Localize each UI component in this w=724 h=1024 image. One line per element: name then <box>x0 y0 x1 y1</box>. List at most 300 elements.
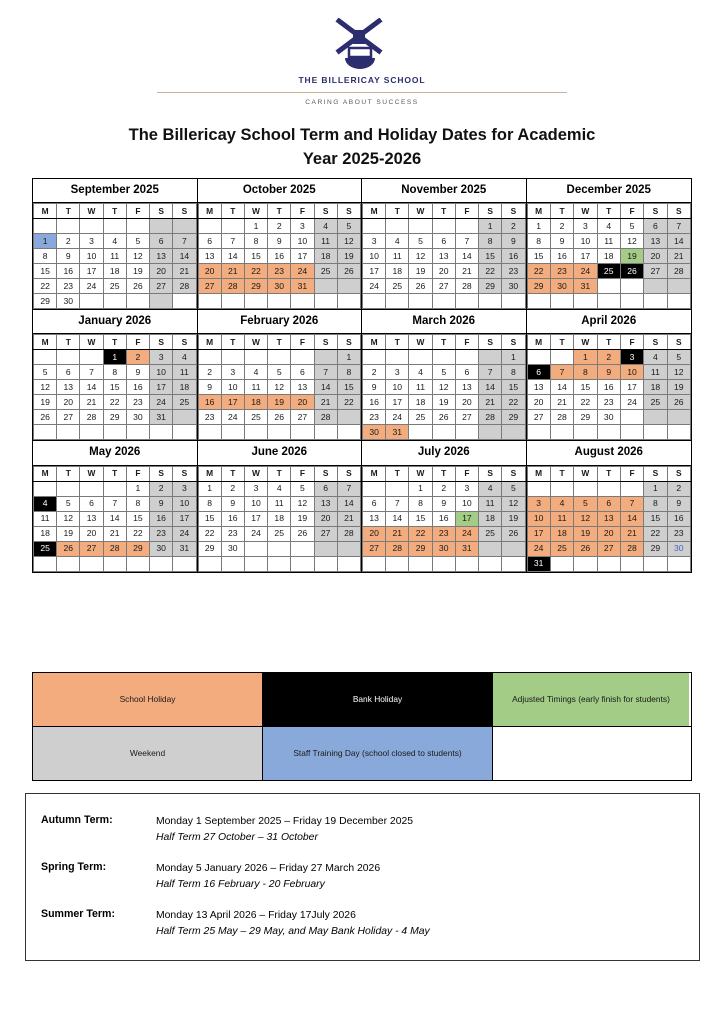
calendar-day-cell[interactable]: 4 <box>644 350 667 365</box>
calendar-day-cell[interactable]: 24 <box>80 279 103 294</box>
calendar-day-cell[interactable]: 6 <box>198 234 221 249</box>
calendar-day-cell[interactable]: 21 <box>667 249 690 264</box>
calendar-day-cell[interactable]: 25 <box>268 526 291 541</box>
calendar-day-cell[interactable]: 22 <box>34 279 57 294</box>
calendar-day-cell[interactable]: 2 <box>198 365 221 380</box>
calendar-day-cell[interactable]: 6 <box>291 365 314 380</box>
calendar-day-cell[interactable]: 3 <box>527 496 550 511</box>
calendar-day-cell[interactable]: 3 <box>574 219 597 234</box>
calendar-day-cell[interactable]: 11 <box>314 234 337 249</box>
calendar-day-cell[interactable]: 13 <box>57 380 80 395</box>
calendar-day-cell[interactable]: 30 <box>550 279 573 294</box>
calendar-day-cell[interactable]: 23 <box>150 526 173 541</box>
calendar-day-cell[interactable]: 28 <box>337 526 360 541</box>
calendar-day-cell[interactable]: 15 <box>574 380 597 395</box>
calendar-day-cell[interactable]: 9 <box>126 365 149 380</box>
calendar-day-cell[interactable]: 3 <box>291 219 314 234</box>
calendar-day-cell[interactable]: 28 <box>221 279 244 294</box>
calendar-day-cell[interactable]: 6 <box>432 234 455 249</box>
calendar-day-cell[interactable]: 4 <box>103 234 126 249</box>
calendar-day-cell[interactable]: 4 <box>268 481 291 496</box>
calendar-day-cell[interactable]: 11 <box>173 365 196 380</box>
calendar-day-cell[interactable]: 20 <box>527 395 550 410</box>
calendar-day-cell[interactable]: 9 <box>221 496 244 511</box>
calendar-day-cell[interactable]: 13 <box>291 380 314 395</box>
calendar-day-cell[interactable]: 27 <box>198 279 221 294</box>
calendar-day-cell[interactable]: 5 <box>432 365 455 380</box>
calendar-day-cell[interactable]: 20 <box>432 264 455 279</box>
calendar-day-cell[interactable]: 30 <box>126 410 149 425</box>
calendar-day-cell[interactable]: 6 <box>80 496 103 511</box>
calendar-day-cell[interactable]: 7 <box>337 481 360 496</box>
calendar-day-cell[interactable]: 6 <box>363 496 386 511</box>
calendar-day-cell[interactable]: 4 <box>244 365 267 380</box>
calendar-day-cell[interactable]: 23 <box>550 264 573 279</box>
calendar-day-cell[interactable]: 7 <box>620 496 643 511</box>
calendar-day-cell[interactable]: 28 <box>314 410 337 425</box>
calendar-day-cell[interactable]: 20 <box>363 526 386 541</box>
calendar-day-cell[interactable]: 1 <box>644 481 667 496</box>
calendar-day-cell[interactable]: 14 <box>386 511 409 526</box>
calendar-day-cell[interactable]: 1 <box>244 219 267 234</box>
calendar-day-cell[interactable]: 11 <box>268 496 291 511</box>
calendar-day-cell[interactable]: 26 <box>34 410 57 425</box>
calendar-day-cell[interactable]: 12 <box>291 496 314 511</box>
calendar-day-cell[interactable]: 14 <box>173 249 196 264</box>
calendar-day-cell[interactable]: 21 <box>550 395 573 410</box>
calendar-day-cell[interactable]: 18 <box>386 264 409 279</box>
calendar-day-cell[interactable]: 21 <box>173 264 196 279</box>
calendar-day-cell[interactable]: 16 <box>126 380 149 395</box>
calendar-day-cell[interactable]: 8 <box>244 234 267 249</box>
calendar-day-cell[interactable]: 16 <box>221 511 244 526</box>
calendar-day-cell[interactable]: 10 <box>291 234 314 249</box>
calendar-day-cell[interactable]: 23 <box>363 410 386 425</box>
calendar-day-cell[interactable]: 19 <box>574 526 597 541</box>
calendar-day-cell[interactable]: 25 <box>173 395 196 410</box>
calendar-day-cell[interactable]: 1 <box>198 481 221 496</box>
calendar-day-cell[interactable]: 5 <box>574 496 597 511</box>
calendar-day-cell[interactable]: 19 <box>268 395 291 410</box>
calendar-day-cell[interactable]: 7 <box>173 234 196 249</box>
calendar-day-cell[interactable]: 5 <box>34 365 57 380</box>
calendar-day-cell[interactable]: 11 <box>479 496 502 511</box>
calendar-day-cell[interactable]: 2 <box>550 219 573 234</box>
calendar-day-cell[interactable]: 26 <box>409 279 432 294</box>
calendar-day-cell[interactable]: 9 <box>198 380 221 395</box>
calendar-day-cell[interactable]: 7 <box>667 219 690 234</box>
calendar-day-cell[interactable]: 26 <box>667 395 690 410</box>
calendar-day-cell[interactable]: 7 <box>80 365 103 380</box>
calendar-day-cell[interactable]: 15 <box>479 249 502 264</box>
calendar-day-cell[interactable]: 29 <box>479 279 502 294</box>
calendar-day-cell[interactable]: 27 <box>150 279 173 294</box>
calendar-day-cell[interactable]: 16 <box>57 264 80 279</box>
calendar-day-cell[interactable]: 26 <box>432 410 455 425</box>
calendar-day-cell[interactable]: 29 <box>527 279 550 294</box>
calendar-day-cell[interactable]: 22 <box>574 395 597 410</box>
calendar-day-cell[interactable]: 6 <box>57 365 80 380</box>
calendar-day-cell[interactable]: 7 <box>221 234 244 249</box>
calendar-day-cell[interactable]: 2 <box>667 481 690 496</box>
calendar-day-cell[interactable]: 31 <box>527 556 550 571</box>
calendar-day-cell[interactable]: 29 <box>644 541 667 556</box>
calendar-day-cell[interactable]: 22 <box>126 526 149 541</box>
calendar-day-cell[interactable]: 14 <box>620 511 643 526</box>
calendar-day-cell[interactable]: 23 <box>502 264 525 279</box>
calendar-day-cell[interactable]: 1 <box>34 234 57 249</box>
calendar-day-cell[interactable]: 18 <box>409 395 432 410</box>
calendar-day-cell[interactable]: 21 <box>620 526 643 541</box>
calendar-day-cell[interactable]: 20 <box>198 264 221 279</box>
calendar-day-cell[interactable]: 6 <box>314 481 337 496</box>
calendar-day-cell[interactable]: 17 <box>291 249 314 264</box>
calendar-day-cell[interactable]: 12 <box>432 380 455 395</box>
calendar-day-cell[interactable]: 7 <box>386 496 409 511</box>
calendar-day-cell[interactable]: 24 <box>455 526 478 541</box>
calendar-day-cell[interactable]: 26 <box>126 279 149 294</box>
calendar-day-cell[interactable]: 28 <box>103 541 126 556</box>
calendar-day-cell[interactable]: 15 <box>126 511 149 526</box>
calendar-day-cell[interactable]: 28 <box>667 264 690 279</box>
calendar-day-cell[interactable]: 28 <box>550 410 573 425</box>
calendar-day-cell[interactable]: 13 <box>644 234 667 249</box>
calendar-day-cell[interactable]: 4 <box>550 496 573 511</box>
calendar-day-cell[interactable]: 24 <box>173 526 196 541</box>
calendar-day-cell[interactable]: 11 <box>550 511 573 526</box>
calendar-day-cell[interactable]: 3 <box>620 350 643 365</box>
calendar-day-cell[interactable]: 9 <box>432 496 455 511</box>
calendar-day-cell[interactable]: 8 <box>34 249 57 264</box>
calendar-day-cell[interactable]: 14 <box>455 249 478 264</box>
calendar-day-cell[interactable]: 7 <box>455 234 478 249</box>
calendar-day-cell[interactable]: 13 <box>314 496 337 511</box>
calendar-day-cell[interactable]: 14 <box>479 380 502 395</box>
calendar-day-cell[interactable]: 12 <box>34 380 57 395</box>
calendar-day-cell[interactable]: 21 <box>386 526 409 541</box>
calendar-day-cell[interactable]: 26 <box>620 264 643 279</box>
calendar-day-cell[interactable]: 13 <box>432 249 455 264</box>
calendar-day-cell[interactable]: 19 <box>126 264 149 279</box>
calendar-day-cell[interactable]: 21 <box>337 511 360 526</box>
calendar-day-cell[interactable]: 31 <box>574 279 597 294</box>
calendar-day-cell[interactable]: 7 <box>314 365 337 380</box>
calendar-day-cell[interactable]: 8 <box>644 496 667 511</box>
calendar-day-cell[interactable]: 19 <box>337 249 360 264</box>
calendar-day-cell[interactable]: 1 <box>409 481 432 496</box>
calendar-day-cell[interactable]: 25 <box>550 541 573 556</box>
calendar-day-cell[interactable]: 8 <box>126 496 149 511</box>
calendar-day-cell[interactable]: 11 <box>644 365 667 380</box>
calendar-day-cell[interactable]: 20 <box>455 395 478 410</box>
calendar-day-cell[interactable]: 2 <box>363 365 386 380</box>
calendar-day-cell[interactable]: 22 <box>527 264 550 279</box>
calendar-day-cell[interactable]: 14 <box>667 234 690 249</box>
calendar-day-cell[interactable]: 22 <box>103 395 126 410</box>
calendar-day-cell[interactable]: 7 <box>550 365 573 380</box>
calendar-day-cell[interactable]: 21 <box>314 395 337 410</box>
calendar-day-cell[interactable]: 13 <box>80 511 103 526</box>
calendar-day-cell[interactable]: 30 <box>597 410 620 425</box>
calendar-day-cell[interactable]: 14 <box>337 496 360 511</box>
calendar-day-cell[interactable]: 16 <box>667 511 690 526</box>
calendar-day-cell[interactable]: 26 <box>291 526 314 541</box>
calendar-day-cell[interactable]: 18 <box>644 380 667 395</box>
calendar-day-cell[interactable]: 17 <box>386 395 409 410</box>
calendar-day-cell[interactable]: 11 <box>386 249 409 264</box>
calendar-day-cell[interactable]: 20 <box>597 526 620 541</box>
calendar-day-cell[interactable]: 10 <box>244 496 267 511</box>
calendar-day-cell[interactable]: 3 <box>80 234 103 249</box>
calendar-day-cell[interactable]: 4 <box>173 350 196 365</box>
calendar-day-cell[interactable]: 29 <box>198 541 221 556</box>
calendar-day-cell[interactable]: 12 <box>502 496 525 511</box>
calendar-day-cell[interactable]: 16 <box>502 249 525 264</box>
calendar-day-cell[interactable]: 24 <box>574 264 597 279</box>
calendar-day-cell[interactable]: 25 <box>597 264 620 279</box>
calendar-day-cell[interactable]: 18 <box>34 526 57 541</box>
calendar-day-cell[interactable]: 12 <box>574 511 597 526</box>
calendar-day-cell[interactable]: 11 <box>597 234 620 249</box>
calendar-day-cell[interactable]: 30 <box>150 541 173 556</box>
calendar-day-cell[interactable]: 2 <box>221 481 244 496</box>
calendar-day-cell[interactable]: 24 <box>386 410 409 425</box>
calendar-day-cell[interactable]: 31 <box>455 541 478 556</box>
calendar-day-cell[interactable]: 8 <box>502 365 525 380</box>
calendar-day-cell[interactable]: 23 <box>667 526 690 541</box>
calendar-day-cell[interactable]: 20 <box>80 526 103 541</box>
calendar-day-cell[interactable]: 24 <box>363 279 386 294</box>
calendar-day-cell[interactable]: 16 <box>268 249 291 264</box>
calendar-day-cell[interactable]: 10 <box>150 365 173 380</box>
calendar-day-cell[interactable]: 20 <box>291 395 314 410</box>
calendar-day-cell[interactable]: 15 <box>103 380 126 395</box>
calendar-day-cell[interactable]: 3 <box>244 481 267 496</box>
calendar-day-cell[interactable]: 29 <box>244 279 267 294</box>
calendar-day-cell[interactable]: 18 <box>268 511 291 526</box>
calendar-day-cell[interactable]: 12 <box>57 511 80 526</box>
calendar-day-cell[interactable]: 26 <box>57 541 80 556</box>
calendar-day-cell[interactable]: 12 <box>409 249 432 264</box>
calendar-day-cell[interactable]: 24 <box>244 526 267 541</box>
calendar-day-cell[interactable]: 24 <box>221 410 244 425</box>
calendar-day-cell[interactable]: 25 <box>479 526 502 541</box>
calendar-day-cell[interactable]: 24 <box>527 541 550 556</box>
calendar-day-cell[interactable]: 18 <box>314 249 337 264</box>
calendar-day-cell[interactable]: 27 <box>527 410 550 425</box>
calendar-day-cell[interactable]: 26 <box>502 526 525 541</box>
calendar-day-cell[interactable]: 1 <box>527 219 550 234</box>
calendar-day-cell[interactable]: 6 <box>527 365 550 380</box>
calendar-day-cell[interactable]: 13 <box>597 511 620 526</box>
calendar-day-cell[interactable]: 17 <box>363 264 386 279</box>
calendar-day-cell[interactable]: 13 <box>455 380 478 395</box>
calendar-day-cell[interactable]: 5 <box>502 481 525 496</box>
calendar-day-cell[interactable]: 30 <box>221 541 244 556</box>
calendar-day-cell[interactable]: 15 <box>409 511 432 526</box>
calendar-day-cell[interactable]: 16 <box>597 380 620 395</box>
calendar-day-cell[interactable]: 17 <box>150 380 173 395</box>
calendar-day-cell[interactable]: 13 <box>150 249 173 264</box>
calendar-day-cell[interactable]: 27 <box>291 410 314 425</box>
calendar-day-cell[interactable]: 12 <box>268 380 291 395</box>
calendar-day-cell[interactable]: 2 <box>57 234 80 249</box>
calendar-day-cell[interactable]: 26 <box>574 541 597 556</box>
calendar-day-cell[interactable]: 10 <box>80 249 103 264</box>
calendar-day-cell[interactable]: 4 <box>409 365 432 380</box>
calendar-day-cell[interactable]: 27 <box>363 541 386 556</box>
calendar-day-cell[interactable]: 29 <box>409 541 432 556</box>
calendar-day-cell[interactable]: 7 <box>103 496 126 511</box>
calendar-day-cell[interactable]: 28 <box>80 410 103 425</box>
calendar-day-cell[interactable]: 17 <box>221 395 244 410</box>
calendar-day-cell[interactable]: 27 <box>57 410 80 425</box>
calendar-day-cell[interactable]: 12 <box>620 234 643 249</box>
calendar-day-cell[interactable]: 1 <box>479 219 502 234</box>
calendar-day-cell[interactable]: 4 <box>597 219 620 234</box>
calendar-day-cell[interactable]: 10 <box>363 249 386 264</box>
calendar-day-cell[interactable]: 11 <box>409 380 432 395</box>
calendar-day-cell[interactable]: 17 <box>455 511 478 526</box>
calendar-day-cell[interactable]: 27 <box>644 264 667 279</box>
calendar-day-cell[interactable]: 19 <box>409 264 432 279</box>
calendar-day-cell[interactable]: 2 <box>150 481 173 496</box>
calendar-day-cell[interactable]: 22 <box>198 526 221 541</box>
calendar-day-cell[interactable]: 13 <box>363 511 386 526</box>
calendar-day-cell[interactable]: 28 <box>173 279 196 294</box>
calendar-day-cell[interactable]: 15 <box>644 511 667 526</box>
calendar-day-cell[interactable]: 9 <box>667 496 690 511</box>
calendar-day-cell[interactable]: 18 <box>244 395 267 410</box>
calendar-day-cell[interactable]: 21 <box>479 395 502 410</box>
calendar-day-cell[interactable]: 10 <box>620 365 643 380</box>
calendar-day-cell[interactable]: 15 <box>198 511 221 526</box>
calendar-day-cell[interactable]: 31 <box>291 279 314 294</box>
calendar-day-cell[interactable]: 6 <box>597 496 620 511</box>
calendar-day-cell[interactable]: 30 <box>57 294 80 309</box>
calendar-day-cell[interactable]: 30 <box>363 425 386 440</box>
calendar-day-cell[interactable]: 9 <box>363 380 386 395</box>
calendar-day-cell[interactable]: 24 <box>620 395 643 410</box>
calendar-day-cell[interactable]: 5 <box>337 219 360 234</box>
calendar-day-cell[interactable]: 9 <box>57 249 80 264</box>
calendar-day-cell[interactable]: 17 <box>620 380 643 395</box>
calendar-day-cell[interactable]: 10 <box>221 380 244 395</box>
calendar-day-cell[interactable]: 4 <box>314 219 337 234</box>
calendar-day-cell[interactable]: 9 <box>150 496 173 511</box>
calendar-day-cell[interactable]: 15 <box>244 249 267 264</box>
calendar-day-cell[interactable]: 24 <box>150 395 173 410</box>
calendar-day-cell[interactable]: 9 <box>502 234 525 249</box>
calendar-day-cell[interactable]: 14 <box>103 511 126 526</box>
calendar-day-cell[interactable]: 22 <box>479 264 502 279</box>
calendar-day-cell[interactable]: 11 <box>244 380 267 395</box>
calendar-day-cell[interactable]: 5 <box>667 350 690 365</box>
calendar-day-cell[interactable]: 21 <box>221 264 244 279</box>
calendar-day-cell[interactable]: 17 <box>574 249 597 264</box>
calendar-day-cell[interactable]: 2 <box>597 350 620 365</box>
calendar-day-cell[interactable]: 29 <box>574 410 597 425</box>
calendar-day-cell[interactable]: 22 <box>502 395 525 410</box>
calendar-day-cell[interactable]: 8 <box>103 365 126 380</box>
calendar-day-cell[interactable]: 25 <box>103 279 126 294</box>
calendar-day-cell[interactable]: 27 <box>80 541 103 556</box>
calendar-day-cell[interactable]: 29 <box>502 410 525 425</box>
calendar-day-cell[interactable]: 17 <box>173 511 196 526</box>
calendar-day-cell[interactable]: 10 <box>386 380 409 395</box>
calendar-day-cell[interactable]: 10 <box>455 496 478 511</box>
calendar-day-cell[interactable]: 4 <box>386 234 409 249</box>
calendar-day-cell[interactable]: 17 <box>80 264 103 279</box>
calendar-day-cell[interactable]: 16 <box>150 511 173 526</box>
calendar-day-cell[interactable]: 3 <box>221 365 244 380</box>
calendar-day-cell[interactable]: 1 <box>337 350 360 365</box>
calendar-day-cell[interactable]: 23 <box>198 410 221 425</box>
calendar-day-cell[interactable]: 6 <box>644 219 667 234</box>
calendar-day-cell[interactable]: 3 <box>173 481 196 496</box>
calendar-day-cell[interactable]: 19 <box>57 526 80 541</box>
calendar-day-cell[interactable]: 19 <box>620 249 643 264</box>
calendar-day-cell[interactable]: 22 <box>644 526 667 541</box>
calendar-day-cell[interactable]: 28 <box>620 541 643 556</box>
calendar-day-cell[interactable]: 14 <box>80 380 103 395</box>
calendar-day-cell[interactable]: 14 <box>550 380 573 395</box>
calendar-day-cell[interactable]: 15 <box>527 249 550 264</box>
calendar-day-cell[interactable]: 25 <box>644 395 667 410</box>
calendar-day-cell[interactable]: 31 <box>150 410 173 425</box>
calendar-day-cell[interactable]: 15 <box>502 380 525 395</box>
calendar-day-cell[interactable]: 23 <box>126 395 149 410</box>
calendar-day-cell[interactable]: 1 <box>103 350 126 365</box>
calendar-day-cell[interactable]: 22 <box>244 264 267 279</box>
calendar-day-cell[interactable]: 2 <box>502 219 525 234</box>
calendar-day-cell[interactable]: 23 <box>268 264 291 279</box>
calendar-day-cell[interactable]: 18 <box>550 526 573 541</box>
calendar-day-cell[interactable]: 25 <box>244 410 267 425</box>
calendar-day-cell[interactable]: 20 <box>644 249 667 264</box>
calendar-day-cell[interactable]: 12 <box>337 234 360 249</box>
calendar-day-cell[interactable]: 25 <box>386 279 409 294</box>
calendar-day-cell[interactable]: 15 <box>34 264 57 279</box>
calendar-day-cell[interactable]: 28 <box>386 541 409 556</box>
calendar-day-cell[interactable]: 1 <box>574 350 597 365</box>
calendar-day-cell[interactable]: 27 <box>314 526 337 541</box>
calendar-day-cell[interactable]: 5 <box>620 219 643 234</box>
calendar-day-cell[interactable]: 26 <box>337 264 360 279</box>
calendar-day-cell[interactable]: 16 <box>363 395 386 410</box>
calendar-day-cell[interactable]: 16 <box>198 395 221 410</box>
calendar-day-cell[interactable]: 21 <box>455 264 478 279</box>
calendar-day-cell[interactable]: 23 <box>57 279 80 294</box>
calendar-day-cell[interactable]: 24 <box>291 264 314 279</box>
calendar-day-cell[interactable]: 8 <box>337 365 360 380</box>
calendar-day-cell[interactable]: 21 <box>103 526 126 541</box>
calendar-day-cell[interactable]: 6 <box>150 234 173 249</box>
calendar-day-cell[interactable]: 5 <box>126 234 149 249</box>
calendar-day-cell[interactable]: 18 <box>597 249 620 264</box>
calendar-day-cell[interactable]: 21 <box>80 395 103 410</box>
calendar-day-cell[interactable]: 8 <box>574 365 597 380</box>
calendar-day-cell[interactable]: 19 <box>667 380 690 395</box>
calendar-day-cell[interactable]: 8 <box>527 234 550 249</box>
calendar-day-cell[interactable]: 3 <box>150 350 173 365</box>
calendar-day-cell[interactable]: 18 <box>103 264 126 279</box>
calendar-day-cell[interactable]: 18 <box>479 511 502 526</box>
calendar-day-cell[interactable]: 30 <box>502 279 525 294</box>
calendar-day-cell[interactable]: 14 <box>314 380 337 395</box>
calendar-day-cell[interactable]: 28 <box>479 410 502 425</box>
calendar-day-cell[interactable]: 22 <box>409 526 432 541</box>
